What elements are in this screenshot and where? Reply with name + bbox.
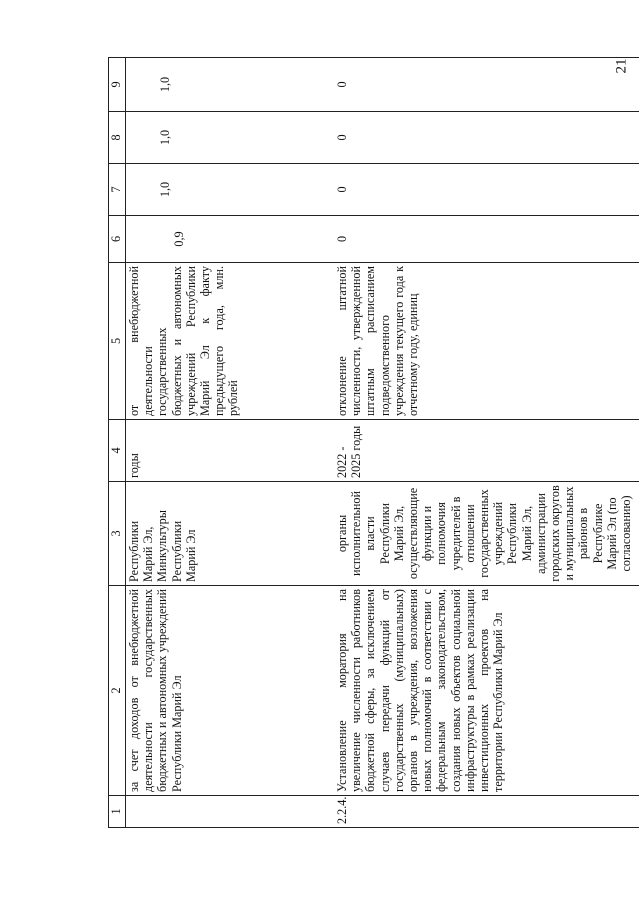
value-col9: 1,0 [126,58,332,112]
header-cell: 6 [109,216,126,263]
row-number [126,796,332,828]
header-cell: 2 [109,586,126,796]
measures-table [108,57,639,828]
header-cell: 9 [109,58,126,112]
value-col6: 0,9 [126,216,332,263]
measure-text: Установление моратория на увеличение численности работников бюджетной сферы, за исключением случаев передачи функций от государственных (муниципальных) органов в учреждения, возложения новых полномочий в соответствии с федеральным законодательством, создания новых объектов социальной инфраструктуры в рамках реализации инвестиционных проектов на территории Республики Марий Эл [331,586,639,796]
period-text: годы [126,420,332,482]
value-col8: 1,0 [126,112,332,164]
value-col7: 0 [331,164,639,216]
header-row [109,58,126,828]
indicator-text: отклонение штатной численности, утвержденной штатным расписанием подведомственного учреждения текущего года к отчетному году, единиц [331,263,639,420]
value-col6: 0 [331,216,639,263]
executor-text: органы исполнительной власти Республики Марий Эл, осуществляющие функции и полномочия учредителей в отношении государственных учреждений Республики Марий Эл, администрации городских округов и муниципальных районов в Республике Марий Эл (по согласованию) [331,482,639,586]
measure-text: за счет доходов от внебюджетной деятельности государственных бюджетных и автономных учреждений Республики Марий Эл [126,586,332,796]
header-cell: 5 [109,263,126,420]
header-cell: 8 [109,112,126,164]
header-cell: 1 [109,796,126,828]
executor-text: Республики Марий Эл, Минкультуры Республики Марий Эл [126,482,332,586]
table-row [126,58,332,828]
table-row [331,58,639,828]
value-col9: 0 [331,58,639,112]
indicator-text: от внебюджетной деятельности государственных бюджетных и автономных учреждений Республики Марий Эл к факту предыдущего года, млн. рублей [126,263,332,420]
value-col8: 0 [331,112,639,164]
value-col7: 1,0 [126,164,332,216]
header-cell: 7 [109,164,126,216]
header-cell: 4 [109,420,126,482]
page-number: 21 [613,58,630,74]
period-text: 2022 - 2025 годы [331,420,639,482]
row-number: 2.2.4. [331,796,639,828]
header-cell: 3 [109,482,126,586]
